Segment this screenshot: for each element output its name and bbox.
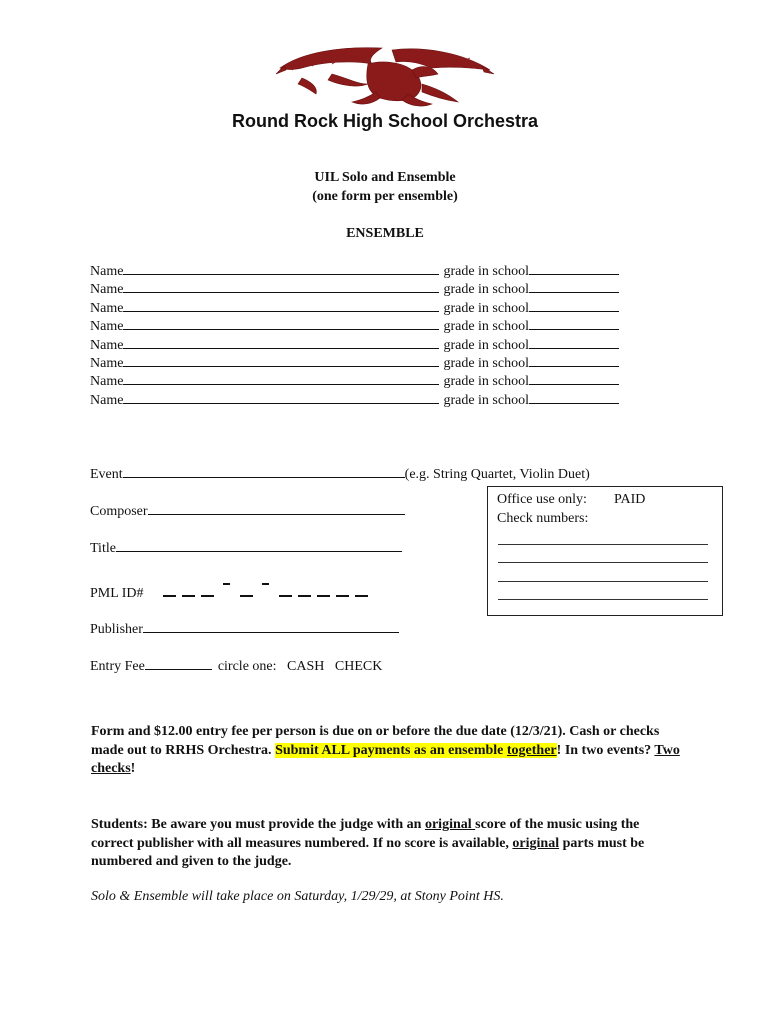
grade-label: grade in school (443, 319, 529, 335)
notice-text: ! In two events? (556, 742, 655, 758)
grade-input[interactable] (529, 372, 619, 385)
office-use-box (487, 486, 723, 616)
name-label: Name (90, 300, 124, 316)
member-row[interactable] (90, 391, 619, 409)
form-subtitle: UIL Solo and Ensemble (314, 170, 456, 185)
title-label: Title (90, 541, 116, 556)
name-label: Name (90, 392, 124, 408)
notice-text: Students: Be aware you must provide the judge with an (91, 817, 425, 832)
name-label: Name (90, 282, 124, 298)
member-row[interactable] (90, 280, 619, 298)
name-label: Name (90, 337, 124, 353)
name-input[interactable] (123, 354, 439, 367)
event-input[interactable] (123, 465, 405, 478)
title-input[interactable] (116, 539, 402, 552)
entry-fee-label: Entry Fee (90, 659, 145, 674)
score-notice (91, 816, 681, 872)
grade-label: grade in school (443, 282, 529, 298)
event-field[interactable] (90, 465, 590, 483)
office-use-label: Office use only: (497, 492, 587, 507)
member-row[interactable] (90, 336, 619, 354)
check-number-line[interactable] (498, 562, 708, 563)
notice-underlined: original (512, 835, 560, 851)
grade-input[interactable] (529, 336, 619, 349)
member-row[interactable] (90, 299, 619, 317)
member-row[interactable] (90, 262, 619, 280)
name-input[interactable] (123, 280, 439, 293)
event-hint: (e.g. String Quartet, Violin Duet) (404, 467, 590, 482)
composer-label: Composer (90, 504, 148, 519)
name-input[interactable] (123, 317, 439, 330)
publisher-input[interactable] (143, 620, 399, 633)
grade-input[interactable] (529, 317, 619, 330)
name-input[interactable] (123, 262, 439, 275)
check-number-line[interactable] (498, 544, 708, 545)
grade-input[interactable] (529, 299, 619, 312)
name-label: Name (90, 374, 124, 390)
publisher-label: Publisher (90, 622, 143, 637)
grade-label: grade in school (443, 374, 529, 390)
notice-highlight-underlined: together (506, 742, 557, 758)
entry-fee-input[interactable] (145, 657, 212, 670)
event-label: Event (90, 467, 123, 482)
section-heading: ENSEMBLE (346, 226, 424, 241)
composer-field[interactable] (90, 502, 405, 520)
pml-label: PML ID# (90, 586, 144, 601)
check-numbers-label: Check numbers: (497, 511, 589, 526)
grade-label: grade in school (443, 300, 529, 316)
notice-text: score of the music using the correct publisher with all measures numbered. If no score is available, (91, 817, 640, 851)
grade-input[interactable] (529, 262, 619, 275)
grade-input[interactable] (529, 354, 619, 367)
name-input[interactable] (123, 336, 439, 349)
name-input[interactable] (123, 372, 439, 385)
form-subtitle-note: (one form per ensemble) (312, 189, 458, 204)
name-label: Name (90, 264, 124, 279)
publisher-field[interactable] (90, 620, 399, 638)
payment-notice (91, 723, 681, 779)
member-row[interactable] (90, 317, 619, 335)
circle-one-label: circle one: (217, 659, 277, 674)
event-date-note: Solo & Ensemble will take place on Saturday, 1/29/29, at Stony Point HS. (91, 889, 504, 904)
paid-label: PAID (614, 492, 646, 507)
name-label: Name (90, 356, 124, 371)
check-number-line[interactable] (498, 599, 708, 600)
name-input[interactable] (123, 299, 439, 312)
grade-input[interactable] (529, 280, 619, 293)
dragon-logo-icon (272, 44, 498, 110)
grade-input[interactable] (529, 391, 619, 404)
notice-highlight: Submit ALL payments as an ensemble (275, 742, 507, 758)
notice-text: parts must be numbered and given to the judge. (91, 835, 645, 869)
check-option[interactable]: CHECK (334, 659, 383, 674)
notice-text: Form and $12.00 entry fee per person is due on or before the due date (12/3/21). Cash or checks made out to RRHS Orchestra. (91, 724, 660, 758)
notice-underlined: Two checks (91, 742, 680, 776)
member-row[interactable] (90, 372, 619, 390)
entry-fee-field[interactable] (90, 657, 382, 675)
cash-option[interactable]: CASH (287, 659, 325, 674)
member-row[interactable] (90, 354, 619, 372)
title-field[interactable] (90, 539, 402, 557)
grade-label: grade in school (443, 392, 529, 408)
grade-label: grade in school (443, 264, 529, 279)
notice-text: ! (130, 761, 136, 776)
pml-field[interactable] (90, 580, 374, 602)
check-number-line[interactable] (498, 581, 708, 582)
name-input[interactable] (123, 391, 439, 404)
school-title: Round Rock High School Orchestra (231, 111, 539, 131)
notice-underlined: original (424, 817, 476, 832)
grade-label: grade in school (443, 356, 529, 371)
name-label: Name (90, 319, 124, 335)
grade-label: grade in school (443, 337, 529, 353)
composer-input[interactable] (148, 502, 405, 515)
